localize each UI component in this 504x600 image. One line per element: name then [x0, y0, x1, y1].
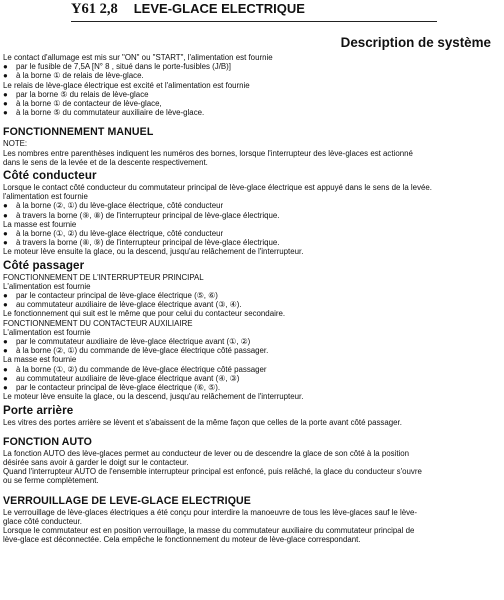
bullet-marker: ●	[3, 291, 8, 301]
bullet-marker: ●	[3, 229, 8, 239]
section-heading-driver-side: Côté conducteur	[3, 169, 97, 183]
bullet-text: à la borne ⑤ du commutateur auxiliaire de lève-glace.	[16, 108, 205, 118]
bullet-item	[3, 62, 501, 71]
bullet-marker: ●	[3, 71, 8, 81]
bullet-text: à la borne (②, ①) du commande de lève-glace électrique côté passager.	[16, 346, 269, 356]
bullet-marker: ●	[3, 373, 8, 383]
bullet-marker: ●	[3, 238, 8, 248]
bullet-text: par le commutateur auxiliaire de lève-glace électrique avant (①, ②)	[16, 337, 251, 347]
manual-note	[3, 139, 501, 167]
bullet-marker: ●	[3, 210, 8, 220]
text-line: Le moteur lève ensuite la glace, ou la descend, jusqu'au relâchement de l'interrupteur.	[3, 392, 304, 402]
section-heading-manual: FONCTIONNEMENT MANUEL	[3, 126, 154, 139]
bullet-item	[3, 99, 501, 108]
text-line: Le moteur lève ensuite la glace, ou la descend, jusqu'au relâchement de l'interrupteur.	[3, 247, 304, 257]
window-lock-section	[3, 508, 501, 545]
bullet-marker: ●	[3, 364, 8, 374]
text-line: désirée sans avoir à garder le doigt sur le contacteur.	[3, 457, 189, 467]
text-line: Les vitres des portes arrière se lèvent et s'abaissent de la même façon que celles de la porte avant côté passager.	[3, 417, 402, 427]
bullet-text: à travers la borne (⑧, ⑨) de l'interrupteur principal de lève-glace électrique.	[16, 238, 280, 248]
bullet-text: à travers la borne (⑨, ⑧) de l'interrupteur principal de lève-glace électrique.	[16, 210, 280, 220]
text-line: FONCTIONNEMENT DE L'INTERRUPTEUR PRINCIPAL	[3, 272, 204, 282]
bullet-item	[3, 337, 501, 346]
text-line: Les nombres entre parenthèses indiquent les numéros des bornes, lorsque l'interrupteur des lève-glaces est actionné	[3, 148, 413, 158]
bullet-item	[3, 201, 501, 210]
bullet-marker: ●	[3, 201, 8, 211]
text-line: La masse est fournie	[3, 355, 77, 365]
section-heading-lock: VERROUILLAGE DE LEVE-GLACE ELECTRIQUE	[3, 494, 251, 507]
bullet-marker: ●	[3, 89, 8, 99]
bullet-marker: ●	[3, 62, 8, 72]
document-title: Description de système	[340, 35, 491, 50]
bullet-text: au commutateur auxiliaire de lève-glace électrique avant (④, ③)	[16, 373, 240, 383]
bullet-text: à la borne ① de contacteur de lève-glace,	[16, 99, 162, 109]
text-line: Le fonctionnement qui suit est le même que pour celui du contacteur secondaire.	[3, 309, 286, 319]
bullet-item	[3, 71, 501, 80]
text-line: dans le sens de la levée et de la descente respectivement.	[3, 157, 208, 167]
section-heading-auto: FONCTION AUTO	[3, 435, 92, 448]
bullet-text: par le contacteur principal de lève-glace électrique (⑤, ⑥)	[16, 291, 218, 301]
text-line: lève-glace est déconnectée. Cela empêche le fonctionnement du moteur de lève-glace correspondant.	[3, 535, 361, 545]
section-heading-rear-door: Porte arrière	[3, 403, 74, 417]
text-line: ou se ferme complètement.	[3, 476, 99, 486]
bullet-text: à la borne (①, ②) du lève-glace électrique, côté conducteur	[16, 229, 224, 239]
bullet-marker: ●	[3, 346, 8, 356]
text-line: FONCTIONNEMENT DU CONTACTEUR AUXILIAIRE	[3, 318, 193, 328]
bullet-item	[3, 291, 501, 300]
text-line: Le relais de lève-glace électrique est excité et l'alimentation est fournie	[3, 80, 250, 90]
model-code: Y61 2,8	[71, 1, 118, 17]
text-line: Le contact d'allumage est mis sur "ON" ou "START", l'alimentation est fournie	[3, 53, 273, 62]
text-line: l'alimentation est fournie	[3, 192, 88, 202]
bullet-text: au commutateur auxiliaire de lève-glace électrique avant (③, ④).	[16, 300, 242, 310]
bullet-item	[3, 365, 501, 374]
text-line: Le verrouillage de lève-glaces électriques a été conçu pour interdire la manoeuvre de tous les lève-glaces sauf le lève-	[3, 507, 418, 517]
bullet-item	[3, 108, 501, 117]
text-line: NOTE:	[3, 139, 28, 149]
text-line: L'alimentation est fournie	[3, 327, 91, 337]
text-line: La masse est fournie	[3, 219, 77, 229]
bullet-item	[3, 229, 501, 238]
bullet-marker: ●	[3, 300, 8, 310]
bullet-text: par le fusible de 7,5A [N° 8 , situé dans le porte-fusibles (J/B)]	[16, 62, 231, 72]
bullet-item	[3, 383, 501, 392]
bullet-item	[3, 300, 501, 309]
bullet-marker: ●	[3, 108, 8, 118]
bullet-text: par le contacteur principal de lève-glace électrique (⑥, ⑤).	[16, 383, 221, 393]
auto-function-section	[3, 449, 501, 486]
passenger-side-section	[3, 273, 501, 402]
section-heading-passenger-side: Côté passager	[3, 258, 85, 272]
page-header	[71, 0, 437, 22]
intro-section	[3, 53, 501, 117]
document-page	[3, 0, 501, 544]
header-title: LEVE-GLACE ELECTRIQUE	[133, 1, 305, 16]
text-line: Quand l'interrupteur AUTO de l'ensemble interrupteur principal est enfoncé, puis relâché, la glace du conducteur s'ouvre	[3, 467, 422, 477]
bullet-item	[3, 374, 501, 383]
text-line: glace côté conducteur.	[3, 516, 82, 526]
rear-door-section	[3, 418, 501, 427]
bullet-text: à la borne (①, ②) du commande de lève-glace électrique côté passager	[16, 364, 267, 374]
text-line: La fonction AUTO des lève-glaces permet au conducteur de lever ou de descendre la glace de son côté à la position	[3, 448, 410, 458]
bullet-marker: ●	[3, 337, 8, 347]
bullet-item	[3, 211, 501, 220]
bullet-item	[3, 346, 501, 355]
text-line: Lorsque le contact côté conducteur du commutateur principal de lève-glace électrique est appuyé dans le sens de la levée.	[3, 183, 432, 193]
text-line: Lorsque le commutateur est en position verrouillage, la masse du commutateur auxiliaire du commutateur principal de	[3, 525, 415, 535]
bullet-marker: ●	[3, 383, 8, 393]
bullet-text: par la borne ⑤ du relais de lève-glace	[16, 89, 149, 99]
bullet-item	[3, 238, 501, 247]
bullet-marker: ●	[3, 99, 8, 109]
bullet-text: à la borne (②, ①) du lève-glace électrique, côté conducteur	[16, 201, 224, 211]
text-line: L'alimentation est fournie	[3, 281, 91, 291]
bullet-item	[3, 90, 501, 99]
driver-side-section	[3, 183, 501, 257]
bullet-text: à la borne ① de relais de lève-glace.	[16, 71, 144, 81]
